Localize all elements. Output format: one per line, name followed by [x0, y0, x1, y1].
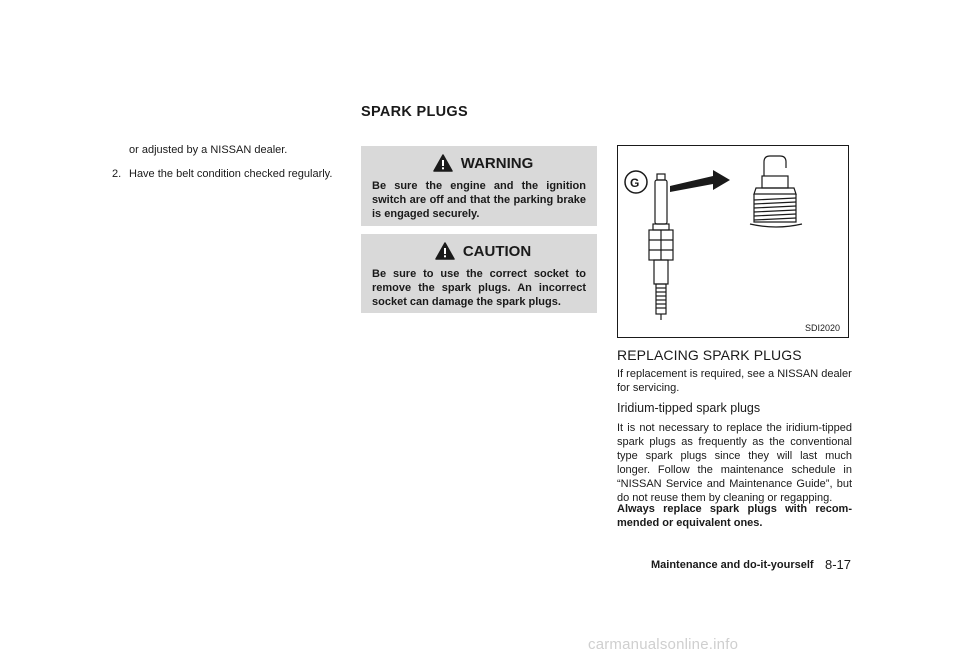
figure-code: SDI2020	[804, 323, 840, 333]
iridium-text: It is not necessary to replace the iridium-tipped spark plugs as frequently as the conventional type spark plugs since they will last much longer. Follow the maintenance schedule in “NISSAN Service and Maintenance Guide”, but do not reuse them by cleaning or regapping.	[617, 422, 852, 504]
warning-header	[372, 146, 586, 180]
caution-label: CAUTION	[462, 242, 532, 260]
caution-icon	[435, 242, 455, 260]
iridium-heading: Iridium-tipped spark plugs	[617, 401, 761, 415]
replacing-text: If replacement is required, see a NISSAN dealer for servicing.	[617, 368, 852, 394]
replacing-heading: REPLACING SPARK PLUGS	[617, 347, 802, 363]
watermark: carmanualsonline.info	[588, 636, 739, 653]
list-item-number: 2.	[112, 168, 122, 180]
list-item-text: Have the belt condition checked regularly.	[129, 168, 333, 180]
warning-text: Be sure the engine and the ignition switch are off and that the parking brake is engaged securely.	[372, 180, 586, 220]
footer-chapter: Maintenance and do-it-yourself	[651, 559, 814, 571]
page-number: 8-17	[825, 557, 852, 572]
section-title: SPARK PLUGS	[361, 104, 468, 120]
spark-plug-figure	[617, 145, 849, 338]
warning-label: WARNING	[460, 154, 534, 172]
caution-box	[361, 234, 597, 313]
left-text-line: or adjusted by a NISSAN dealer.	[129, 144, 288, 156]
caution-text: Be sure to use the correct socket to remove the spark plugs. An incorrect socket can damage the spark plugs.	[372, 268, 586, 308]
spark-plug-illustration-icon	[618, 146, 848, 337]
svg-text:G: G	[630, 176, 640, 190]
warning-box	[361, 146, 597, 226]
caution-header	[372, 234, 586, 268]
list-item	[112, 167, 332, 181]
iridium-bold-text: Always replace spark plugs with recom-mended or equivalent ones.	[617, 503, 852, 529]
warning-icon	[433, 154, 453, 172]
